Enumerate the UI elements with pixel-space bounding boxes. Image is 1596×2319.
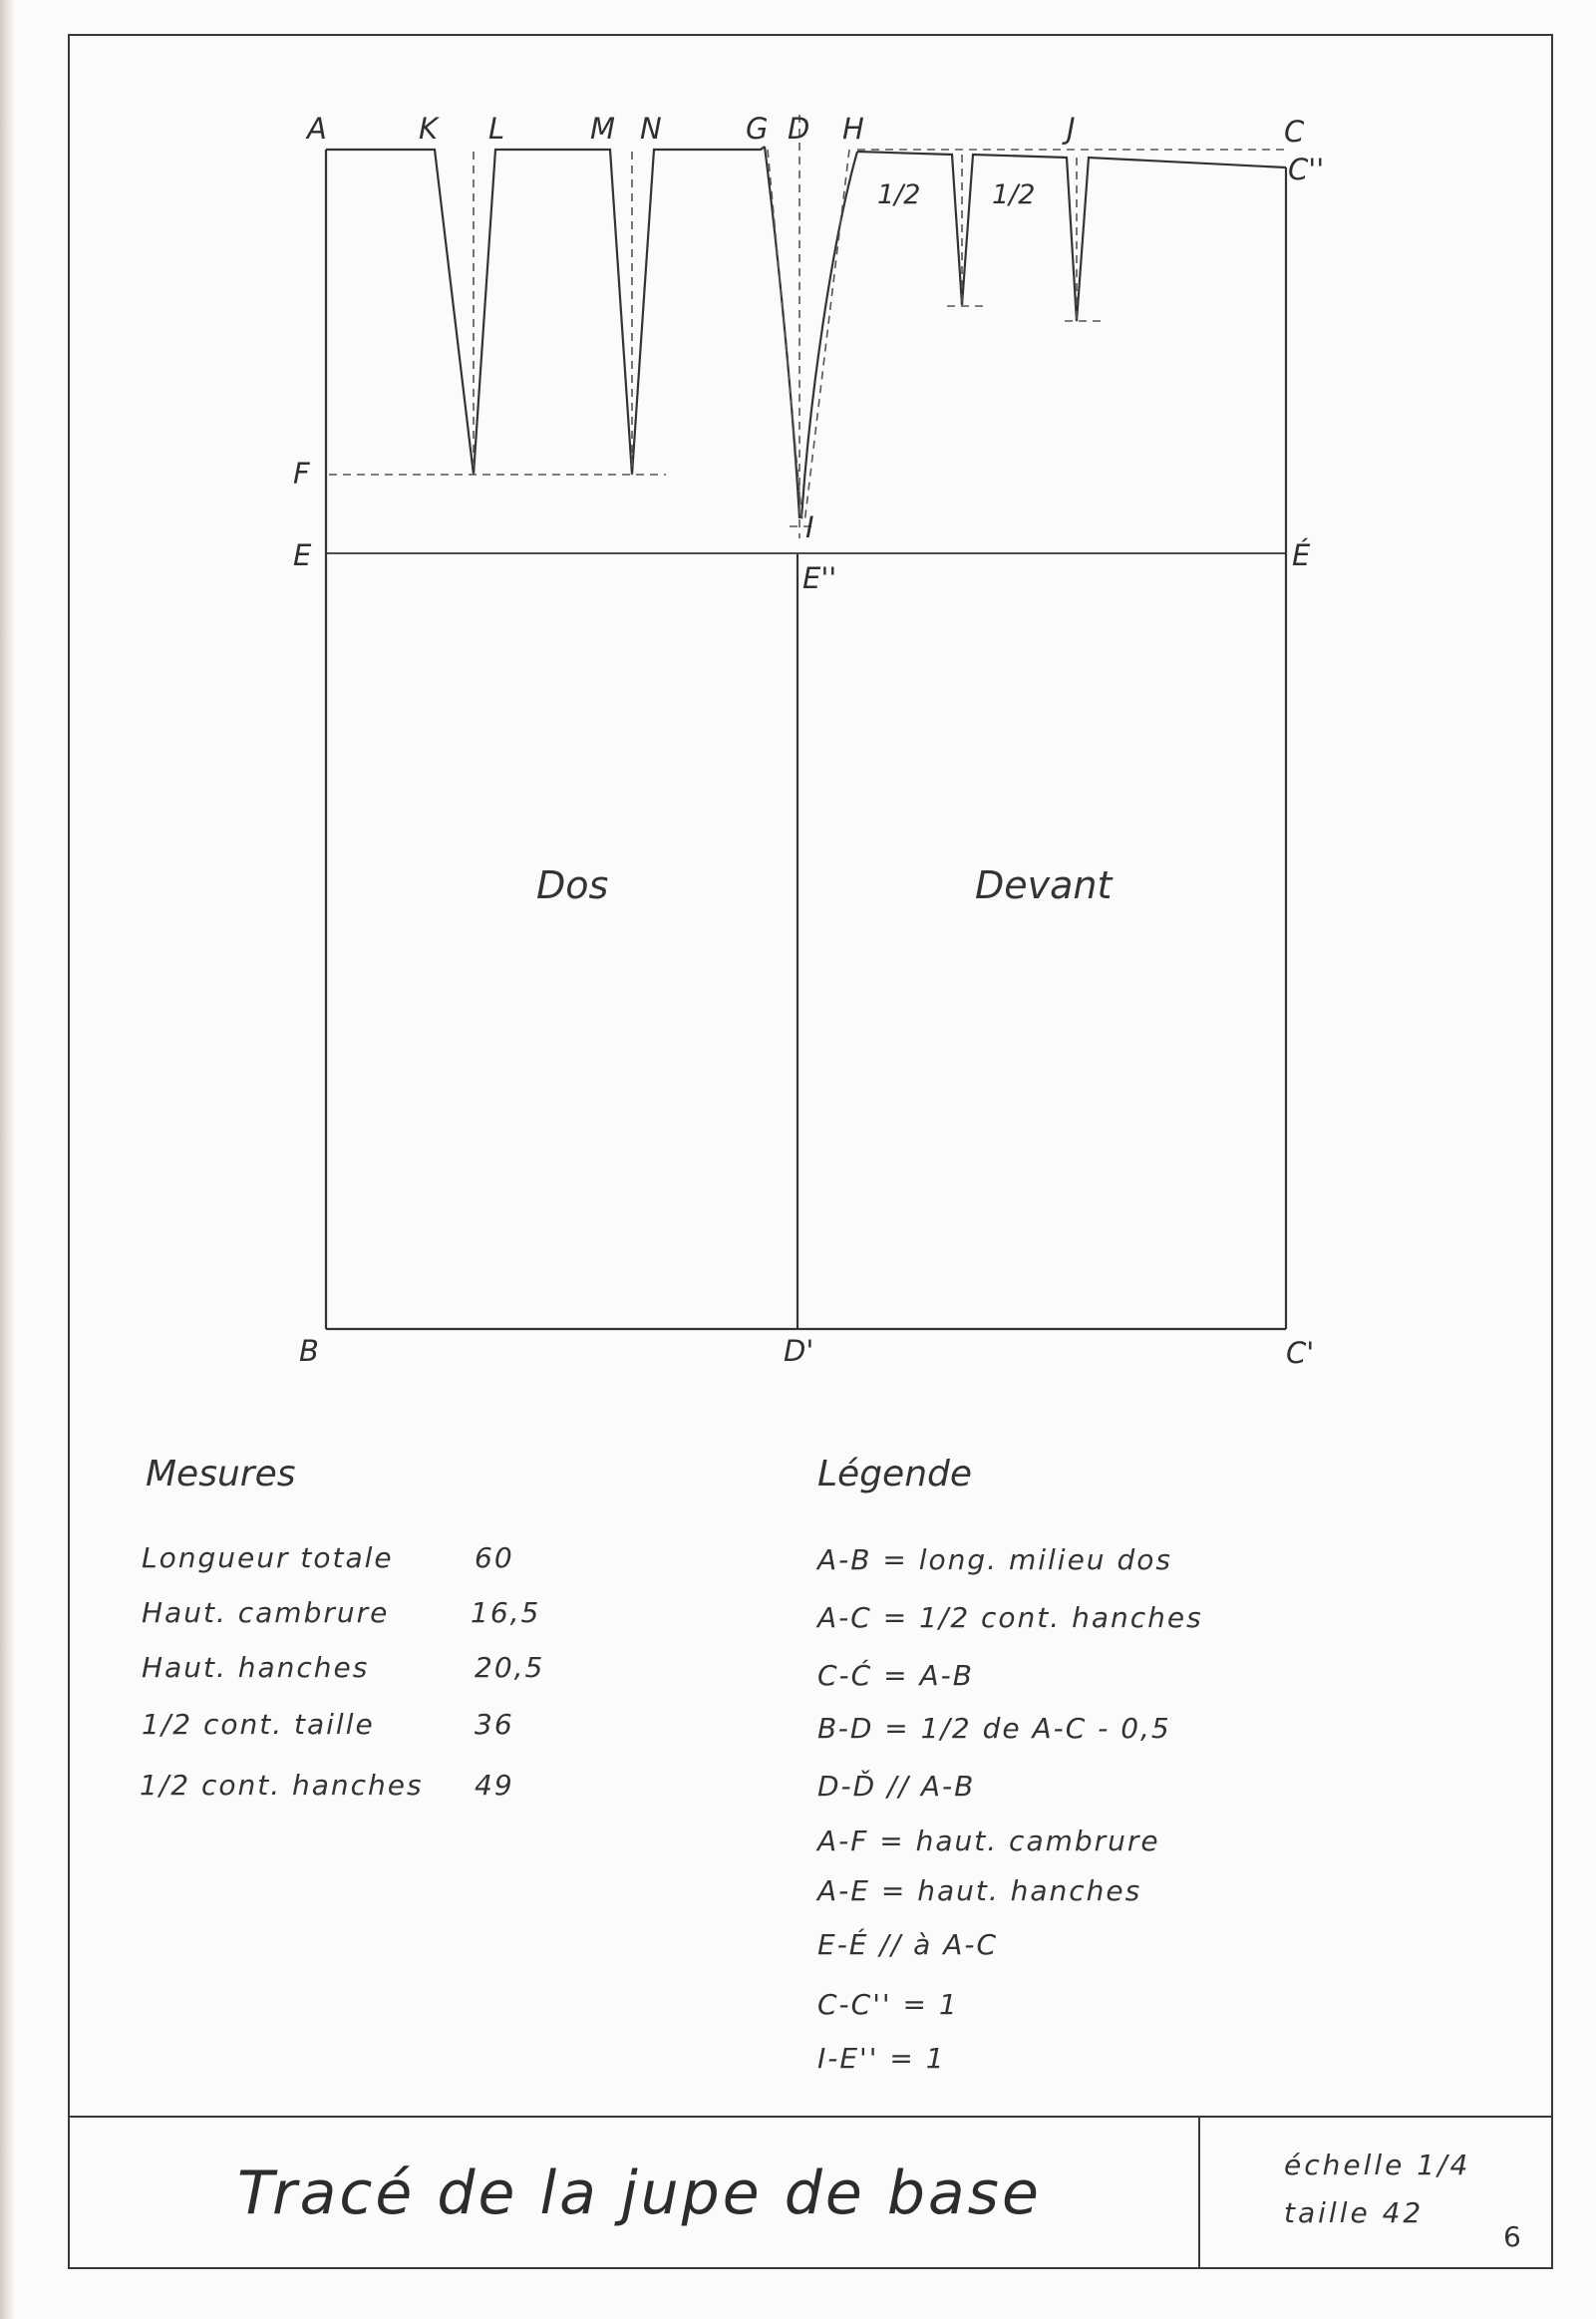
point-C-label: C — [1284, 115, 1305, 149]
point-I-label: I — [805, 510, 814, 544]
legend-item: A-E = haut. hanches — [817, 1874, 1142, 1907]
back-panel-label: Dos — [536, 863, 609, 907]
scale-text: échelle 1/4 — [1284, 2149, 1471, 2181]
measure-label: Haut. cambrure — [142, 1596, 390, 1629]
point-E-label: E — [293, 538, 312, 572]
side-seam-back — [765, 147, 799, 518]
measure-label: 1/2 cont. taille — [142, 1708, 375, 1741]
legend-item: A-C = 1/2 cont. hanches — [817, 1601, 1203, 1634]
point-H-label: H — [842, 112, 864, 146]
legend-item: D-Ď // A-B — [817, 1770, 976, 1803]
point-N-label: N — [640, 112, 662, 146]
page-title: Tracé de la jupe de base — [237, 2158, 1042, 2228]
legend-item: A-B = long. milieu dos — [817, 1543, 1172, 1576]
legend-item: E-É // à A-C — [817, 1928, 999, 1961]
size-text: taille 42 — [1284, 2196, 1425, 2229]
measure-value: 60 — [475, 1541, 514, 1574]
point-L-label: L — [488, 112, 505, 146]
measure-label: Haut. hanches — [142, 1651, 370, 1684]
measure-value: 16,5 — [471, 1596, 541, 1629]
point-M-label: M — [590, 112, 616, 146]
title-block-divider — [1198, 2116, 1200, 2267]
legend-item: B-D = 1/2 de A-C - 0,5 — [817, 1712, 1171, 1745]
side-seam-front — [801, 152, 857, 518]
half-label-left: 1/2 — [877, 179, 921, 210]
point-C2-label: C'' — [1288, 153, 1325, 186]
point-E1-label: É — [1292, 538, 1311, 572]
point-D-label: D — [788, 112, 810, 146]
point-K-label: K — [419, 112, 439, 146]
measure-label: Longueur totale — [142, 1541, 394, 1574]
waist-front — [857, 152, 1286, 321]
point-A-label: A — [307, 112, 327, 146]
point-G-label: G — [746, 112, 769, 146]
point-E2-label: E'' — [802, 561, 837, 595]
side-guide-front — [804, 150, 849, 523]
legend-item: C-C'' = 1 — [817, 1988, 959, 2021]
measures-heading: Mesures — [146, 1454, 296, 1494]
legend-item: A-F = haut. cambrure — [817, 1824, 1160, 1857]
point-F-label: F — [293, 457, 310, 491]
measure-value: 20,5 — [475, 1651, 545, 1684]
point-C1-label: C' — [1286, 1336, 1315, 1370]
legend-heading: Légende — [817, 1454, 973, 1494]
point-D1-label: D' — [784, 1334, 814, 1368]
front-panel-label: Devant — [975, 863, 1113, 907]
measure-label: 1/2 cont. hanches — [140, 1769, 424, 1802]
page-number: 6 — [1503, 2220, 1521, 2253]
waist-back — [326, 147, 765, 475]
measure-value: 36 — [475, 1708, 514, 1741]
point-J-label: J — [1067, 112, 1076, 146]
legend-item: C-Ć = A-B — [817, 1659, 974, 1692]
measure-value: 49 — [475, 1769, 514, 1802]
point-B-label: B — [299, 1334, 319, 1368]
half-label-right: 1/2 — [992, 179, 1036, 210]
legend-item: I-E'' = 1 — [817, 2042, 946, 2075]
